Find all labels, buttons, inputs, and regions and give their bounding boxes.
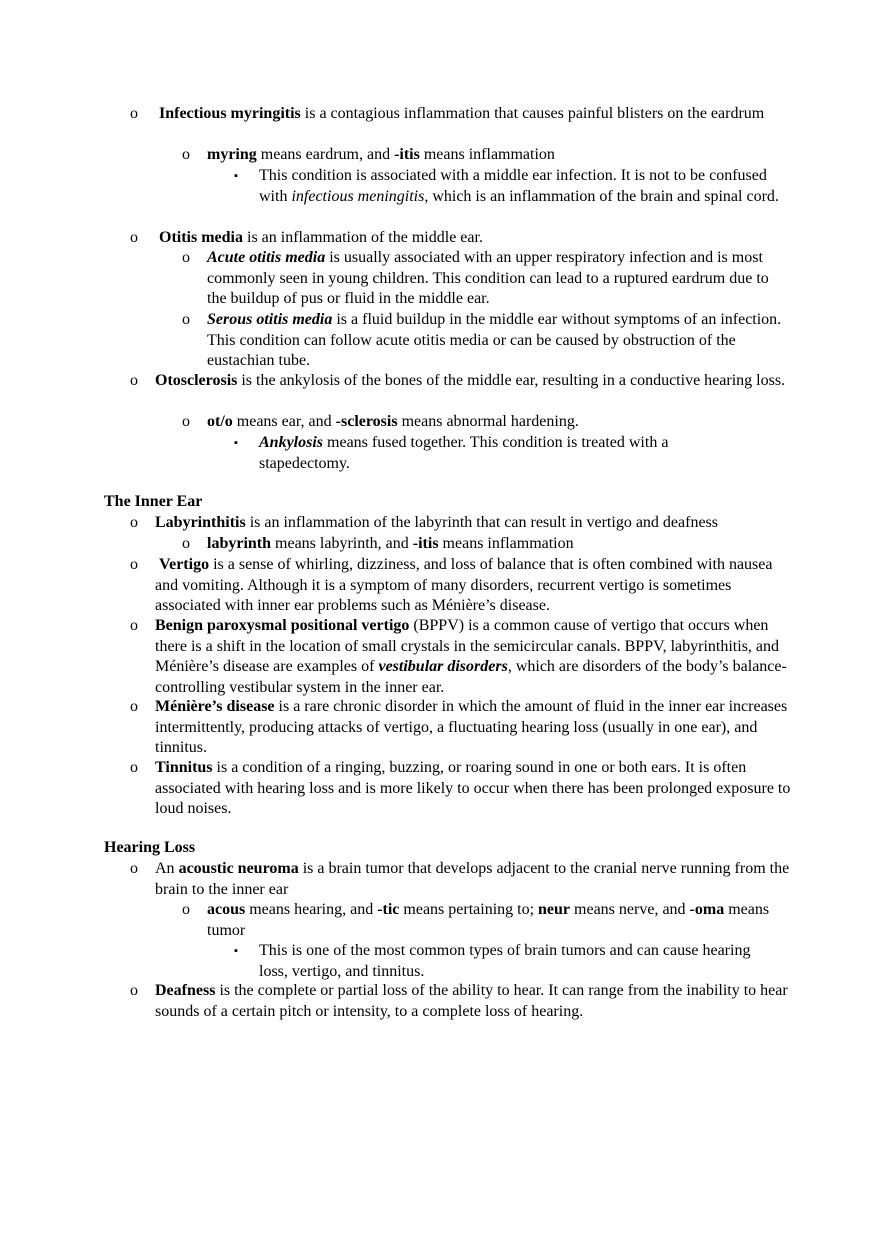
- bullet-circle: o: [182, 146, 190, 163]
- item-text: Ankylosis means fused together. This condition is treated with a stapedectomy.: [259, 434, 669, 472]
- term: Infectious myringitis: [159, 105, 301, 122]
- item-text: An acoustic neuroma is a brain tumor that develops adjacent to the cranial nerve running from the brain to the inner ear: [155, 860, 790, 898]
- bullet-circle: o: [130, 105, 138, 122]
- item-text: Infectious myringitis is a contagious inflammation that causes painful blisters on the eardrum: [159, 105, 765, 122]
- bullet-square: ▪: [234, 170, 238, 182]
- item-text: Benign paroxysmal positional vertigo (BPPV) is a common cause of vertigo that occurs when there is a shift in the location of small crystals in the semicircular canals. BPPV, labyrinthitis, and Ménière’s disease are examples of vestibular disorders, which are disorders of the body’s balance-controlling vestibular system in the inner ear.: [155, 617, 787, 696]
- bullet-circle: o: [130, 514, 138, 531]
- item-text: Ménière’s disease is a rare chronic disorder in which the amount of fluid in the inner ear increases intermittently, producing attacks of vertigo, a fluctuating hearing loss (usually in one ear), and tinnitus.: [155, 698, 788, 757]
- bullet-circle: o: [130, 372, 138, 389]
- item-text: Acute otitis media is usually associated with an upper respiratory infection and is most commonly seen in young children. This condition can lead to a ruptured eardrum due to the buildup of pus or fluid in the middle ear.: [207, 249, 769, 308]
- bullet-circle: o: [130, 982, 138, 999]
- bullet-circle: o: [130, 229, 138, 246]
- item-text: ot/o means ear, and -sclerosis means abnormal hardening.: [207, 413, 579, 430]
- bullet-circle: o: [182, 901, 190, 918]
- bullet-circle: o: [182, 413, 190, 430]
- item-text: labyrinth means labyrinth, and -itis means inflammation: [207, 535, 574, 552]
- section-heading-inner-ear: The Inner Ear: [104, 493, 203, 510]
- item-text: Otitis media is an inflammation of the middle ear.: [159, 229, 483, 246]
- section-heading-hearing-loss: Hearing Loss: [104, 839, 196, 856]
- item-text: This is one of the most common types of brain tumors and can cause hearing loss, vertigo, and tinnitus.: [259, 942, 751, 980]
- item-text: Deafness is the complete or partial loss of the ability to hear. It can range from the inability to hear sounds of a certain pitch or intensity, to a complete loss of hearing.: [155, 982, 788, 1020]
- bullet-square: ▪: [234, 437, 238, 449]
- item-text: Otosclerosis is the ankylosis of the bones of the middle ear, resulting in a conductive hearing loss.: [155, 372, 786, 389]
- bullet-circle: o: [182, 249, 190, 266]
- item-text: Labyrinthitis is an inflammation of the labyrinth that can result in vertigo and deafness: [155, 514, 718, 531]
- bullet-circle: o: [130, 860, 138, 877]
- bullet-circle: o: [182, 311, 190, 328]
- bullet-square: ▪: [234, 945, 238, 957]
- bullet-circle: o: [182, 535, 190, 552]
- bullet-circle: o: [130, 698, 138, 715]
- item-text: Serous otitis media is a fluid buildup in the middle ear without symptoms of an infection. This condition can follow acute otitis media or can be caused by obstruction of the eustachian tube.: [207, 311, 782, 370]
- item-text: Vertigo is a sense of whirling, dizziness, and loss of balance that is often combined with nausea and vomiting. Although it is a symptom of many disorders, recurrent vertigo is sometimes associated with inner ear problems such as Ménière’s disease.: [155, 556, 773, 615]
- item-text: Tinnitus is a condition of a ringing, buzzing, or roaring sound in one or both ears. It is often associated with hearing loss and is more likely to occur when there has been prolonged exposure to loud noises.: [155, 759, 791, 818]
- item-text: This condition is associated with a middle ear infection. It is not to be confused with infectious meningitis, which is an inflammation of the brain and spinal cord.: [259, 167, 779, 205]
- bullet-circle: o: [130, 556, 138, 573]
- item-text: acous means hearing, and -tic means pertaining to; neur means nerve, and -oma means tumor: [207, 901, 770, 939]
- item-text: myring means eardrum, and -itis means inflammation: [207, 146, 555, 163]
- bullet-circle: o: [130, 759, 138, 776]
- bullet-circle: o: [130, 617, 138, 634]
